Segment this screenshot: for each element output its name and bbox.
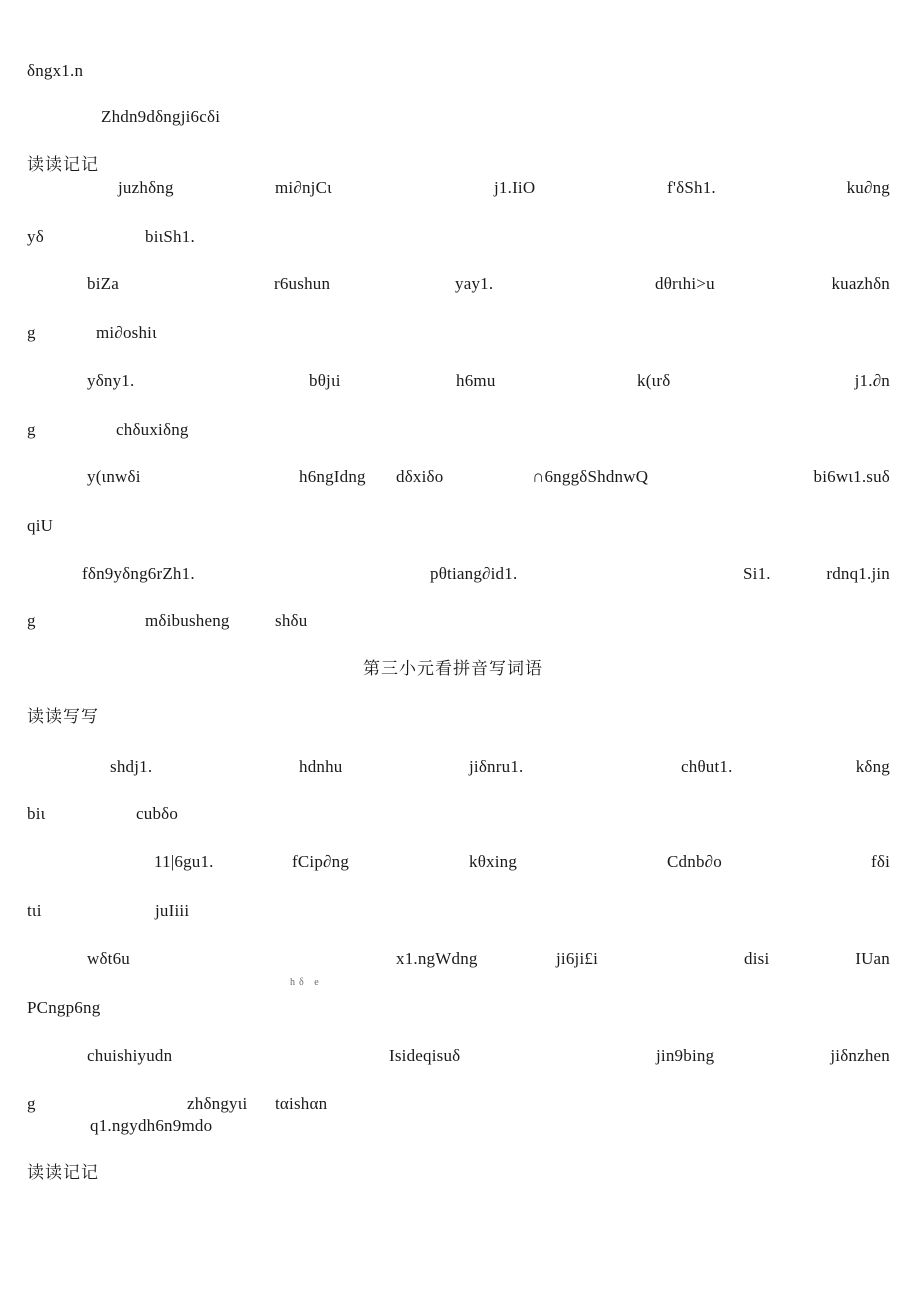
pinyin-word: x1.ngWdng: [396, 949, 478, 968]
pinyin-line-2: Zhdn9dδngji6cδi: [101, 107, 221, 126]
pinyin-word: jiδnru1.: [469, 757, 524, 776]
pinyin-word: h6mu: [456, 371, 496, 390]
pinyin-word: kθxing: [469, 852, 518, 871]
pinyin-word: ji6ji£i: [556, 949, 599, 968]
pinyin-word: j1.∂n: [854, 371, 890, 390]
pinyin-word: r6ushun: [274, 274, 331, 293]
section-heading-read-write: 读读写写: [27, 707, 99, 726]
pinyin-word: biιSh1.: [145, 227, 195, 246]
pinyin-word: biι: [27, 804, 46, 823]
pinyin-word: ku∂ng: [846, 178, 890, 197]
pinyin-word: yδ: [27, 227, 44, 246]
pinyin-word: fCip∂ng: [292, 852, 350, 871]
pinyin-word: dθrιhi>u: [655, 274, 715, 293]
pinyin-word: cubδo: [136, 804, 179, 823]
section-title: 第三小元看拼音写词语: [363, 659, 543, 678]
clipped-text-fragment: hδ e: [290, 977, 323, 988]
pinyin-word: g: [27, 420, 36, 439]
pinyin-word: Isideqisuδ: [389, 1046, 461, 1065]
pinyin-word: kδng: [855, 757, 890, 776]
pinyin-word: q1.ngydh6n9mdo: [90, 1116, 213, 1135]
pinyin-word: bθjιi: [309, 371, 341, 390]
pinyin-word: bi6wι1.suδ: [813, 467, 890, 486]
section-heading-read-remember: 读读记记: [27, 155, 99, 174]
pinyin-word: mδibusheng: [145, 611, 230, 630]
pinyin-word: shδu: [275, 611, 308, 630]
pinyin-word: dδxiδo: [396, 467, 444, 486]
pinyin-word: Cdnb∂o: [667, 852, 722, 871]
pinyin-word: hdnhu: [299, 757, 343, 776]
pinyin-word: shdj1.: [110, 757, 153, 776]
pinyin-word: ∩6nggδShdnwQ: [532, 467, 649, 486]
pinyin-word: g: [27, 323, 36, 342]
pinyin-word: fδn9yδng6rZh1.: [82, 564, 195, 583]
pinyin-word: chuishiyudn: [87, 1046, 173, 1065]
pinyin-word: zhδngyιi: [187, 1094, 248, 1113]
pinyin-word: IUan: [855, 949, 890, 968]
pinyin-word: Si1.: [743, 564, 771, 583]
pinyin-word: kuazhδn: [831, 274, 890, 293]
pinyin-word: jiδnzhen: [830, 1046, 890, 1065]
pinyin-word: g: [27, 1094, 36, 1113]
pinyin-word: h6ngIdng: [299, 467, 366, 486]
pinyin-word: juIiii: [155, 901, 190, 920]
pinyin-word: jin9bing: [656, 1046, 715, 1065]
pinyin-word: yδny1.: [87, 371, 135, 390]
pinyin-line-1: δngx1.n: [27, 61, 84, 80]
pinyin-word: qiU: [27, 516, 54, 535]
pinyin-word: tιi: [27, 901, 42, 920]
pinyin-word: tαishαn: [275, 1094, 328, 1113]
pinyin-word: f'δSh1.: [667, 178, 716, 197]
pinyin-word: pθtiang∂id1.: [430, 564, 518, 583]
pinyin-word: PCngp6ng: [27, 998, 101, 1017]
section-heading-read-remember-2: 读读记记: [27, 1163, 99, 1182]
pinyin-word: rdnq1.jin: [826, 564, 890, 583]
pinyin-word: disi: [744, 949, 770, 968]
pinyin-word: chδuxiδng: [116, 420, 189, 439]
pinyin-word: y(ιnwδi: [87, 467, 141, 486]
pinyin-word: g: [27, 611, 36, 630]
pinyin-word: yay1.: [455, 274, 494, 293]
pinyin-word: juzhδng: [118, 178, 174, 197]
pinyin-word: j1.IiO: [494, 178, 536, 197]
pinyin-word: chθut1.: [681, 757, 733, 776]
pinyin-word: mi∂njCι: [275, 178, 332, 197]
pinyin-word: 11|6gu1.: [154, 852, 214, 871]
pinyin-word: mi∂oshiι: [96, 323, 157, 342]
pinyin-word: biZa: [87, 274, 119, 293]
pinyin-word: fδi: [871, 852, 890, 871]
pinyin-word: wδt6u: [87, 949, 131, 968]
pinyin-word: k(ιrδ: [637, 371, 671, 390]
